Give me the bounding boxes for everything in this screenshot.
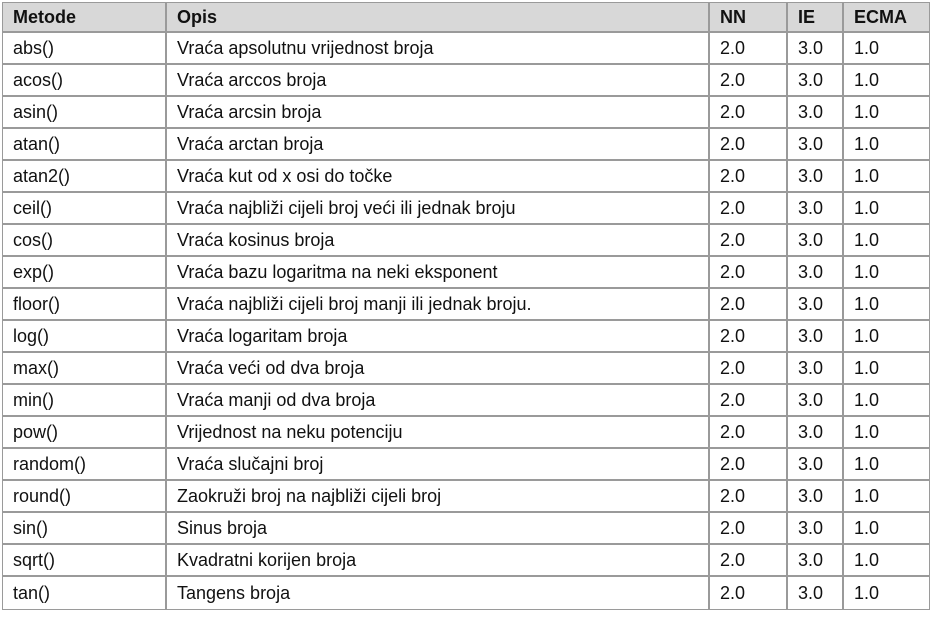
cell-method: floor() [3,289,167,321]
table-row [3,193,929,225]
cell-ecma-version: 1.0 [844,353,929,385]
cell-description: Kvadratni korijen broja [167,545,710,577]
cell-ecma-version: 1.0 [844,513,929,545]
cell-nn-version: 2.0 [710,417,788,449]
cell-method: log() [3,321,167,353]
column-header-opis: Opis [167,3,710,33]
cell-ecma-version: 1.0 [844,481,929,513]
cell-method: sin() [3,513,167,545]
table-row [3,129,929,161]
cell-nn-version: 2.0 [710,449,788,481]
table-row [3,545,929,577]
math-methods-table [3,3,929,609]
cell-nn-version: 2.0 [710,65,788,97]
cell-ecma-version: 1.0 [844,65,929,97]
cell-method: exp() [3,257,167,289]
cell-nn-version: 2.0 [710,545,788,577]
cell-ie-version: 3.0 [788,449,844,481]
table-header-row [3,3,929,33]
cell-nn-version: 2.0 [710,321,788,353]
cell-method: abs() [3,33,167,65]
column-header-ie: IE [788,3,844,33]
table-row [3,33,929,65]
table-row [3,577,929,609]
cell-ecma-version: 1.0 [844,321,929,353]
cell-ecma-version: 1.0 [854,582,880,603]
table-row [3,417,929,449]
cell-nn-version: 2.0 [710,97,788,129]
cell-method: atan2() [3,161,167,193]
cell-ecma-version: 1.0 [844,289,929,321]
cell-description: Sinus broja [167,513,710,545]
cell-description: Vraća slučajni broj [167,449,710,481]
cell-nn-version: 2.0 [710,289,788,321]
cell-nn-version: 2.0 [710,353,788,385]
cell-ie-version: 3.0 [788,65,844,97]
cell-ecma-version: 1.0 [844,225,929,257]
cell-ecma-version: 1.0 [844,33,929,65]
cell-method: atan() [3,129,167,161]
cell-method: asin() [3,97,167,129]
cell-ie-version: 3.0 [788,545,844,577]
cell-ie-version: 3.0 [788,33,844,65]
cell-nn-version: 2.0 [710,161,788,193]
cell-ecma-version: 1.0 [844,545,929,577]
cell-description: Vraća kosinus broja [167,225,710,257]
cell-ecma-version: 1.0 [844,385,929,417]
table-body [3,33,929,609]
cell-description: Zaokruži broj na najbliži cijeli broj [167,481,710,513]
cell-nn-version: 2.0 [710,513,788,545]
cell-nn-version: 2.0 [710,193,788,225]
cell-description: Vraća arcsin broja [167,97,710,129]
cell-nn-version: 2.0 [710,385,788,417]
cell-description: Vraća kut od x osi do točke [167,161,710,193]
cell-description: Vraća apsolutnu vrijednost broja [167,33,710,65]
cell-description: Vrijednost na neku potenciju [167,417,710,449]
cell-ie-version: 3.0 [788,257,844,289]
cell-ecma-version: 1.0 [844,257,929,289]
cell-ie-version: 3.0 [788,161,844,193]
column-header-nn: NN [710,3,788,33]
math-methods-table-container [2,2,930,610]
cell-nn-version: 2.0 [710,225,788,257]
cell-description: Vraća arctan broja [167,129,710,161]
cell-ie-version: 3.0 [788,385,844,417]
table-row [3,353,929,385]
cell-nn-version: 2.0 [710,129,788,161]
table-row [3,481,929,513]
cell-description: Vraća najbliži cijeli broj manji ili jednak broju. [167,289,710,321]
cell-description: Tangens broja [167,577,710,609]
cell-method: random() [3,449,167,481]
table-row [3,385,929,417]
cell-ie-version: 3.0 [788,481,844,513]
cell-ecma-version: 1.0 [844,161,929,193]
table-row [3,449,929,481]
cell-ie-version: 3.0 [788,193,844,225]
column-header-ecma: ECMA [844,3,929,33]
table-row [3,161,929,193]
cell-ie-version: 3.0 [788,577,844,609]
cell-description: Vraća bazu logaritma na neki eksponent [167,257,710,289]
cell-method: pow() [3,417,167,449]
cell-nn-version: 2.0 [710,257,788,289]
cell-ie-version: 3.0 [788,225,844,257]
table-row [3,257,929,289]
table-row [3,321,929,353]
cell-ie-version: 3.0 [788,289,844,321]
cell-ecma-version: 1.0 [844,417,929,449]
cell-method: ceil() [3,193,167,225]
table-row [3,513,929,545]
cell-ie-version: 3.0 [788,417,844,449]
cell-description: Vraća najbliži cijeli broj veći ili jednak broju [167,193,710,225]
cell-ie-version: 3.0 [788,97,844,129]
cell-method: sqrt() [3,545,167,577]
cell-description: Vraća manji od dva broja [167,385,710,417]
cell-method: cos() [3,225,167,257]
table-row [3,225,929,257]
cell-ie-version: 3.0 [788,513,844,545]
cell-method: acos() [3,65,167,97]
cell-ecma-version: 1.0 [844,449,929,481]
cell-ecma-version: 1.0 [844,193,929,225]
column-header-metode: Metode [3,3,167,33]
cell-description: Vraća arccos broja [167,65,710,97]
cell-description: Vraća logaritam broja [167,321,710,353]
table-row [3,65,929,97]
cell-method: min() [3,385,167,417]
cell-nn-version: 2.0 [710,33,788,65]
cell-description: Vraća veći od dva broja [167,353,710,385]
cell-method: max() [3,353,167,385]
cell-method: tan() [3,577,167,609]
cell-method: round() [3,481,167,513]
cell-ecma-version: 1.0 [844,129,929,161]
cell-ie-version: 3.0 [788,353,844,385]
cell-ie-version: 3.0 [788,321,844,353]
cell-ie-version: 3.0 [788,129,844,161]
table-row [3,97,929,129]
table-row [3,289,929,321]
cell-ecma-version: 1.0 [844,97,929,129]
cell-nn-version: 2.0 [710,577,788,609]
cell-nn-version: 2.0 [710,481,788,513]
